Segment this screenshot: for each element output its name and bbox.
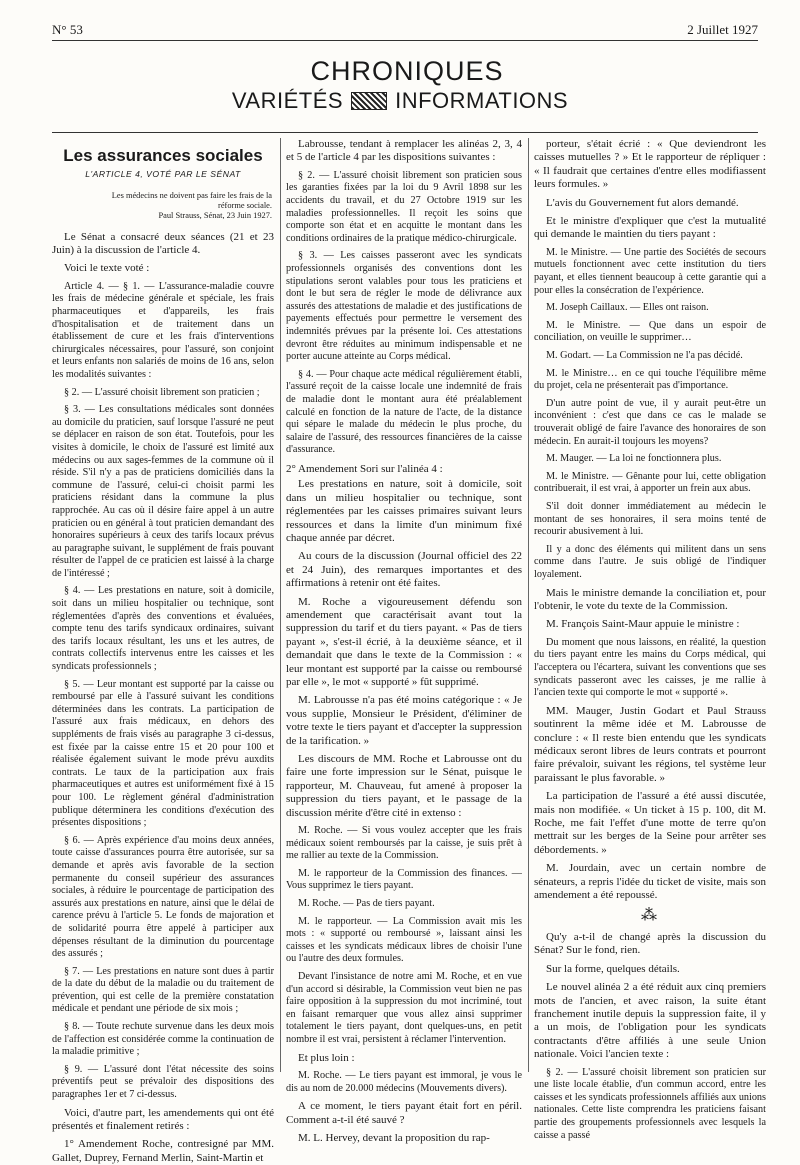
paragraph: Le nouvel alinéa 2 a été réduit aux cinq premiers mots de l'ancien, et avec raison, la suite étant franchement inutile depuis la suppression faite, il y a un mois, de l'obligation pour les syndicats contractants d'être affiliés à une seule Union nationale. Voici l'ancien texte : — [534, 981, 766, 1061]
paragraph: § 7. — Les prestations en nature sont dues à partir de la date du début de la maladie ou du traitement de prévention, qui est celle de la première constatation médicale et pendant une période de six mois ; — [52, 965, 274, 1015]
paragraph: L'avis du Gouvernement fut alors demandé. — [546, 196, 739, 209]
paragraph: § 6. — Après expérience d'au moins deux années, toute caisse d'assurances pourra être autorisée, sur sa demande et après avis favorable de la section permanente du conseil supérieur des assurances sociales, à réduire le pourcentage de participation des assurés aux prestations en nature, ainsi que le délai de carence prévu à l'article 5. Le fonds de majoration et de solidarité pourra être appelé à participer aux dépenses résultant de la diminution du pourcentage des assurés ; — [52, 834, 274, 960]
paragraph: M. le Ministre. — Gênante pour lui, cette obligation contribuerait, il est vrai, à apporter un frein aux abus. — [534, 470, 766, 495]
column-divider — [528, 138, 529, 1072]
paragraph: M. le rapporteur. — La Commission avait mis les mots : « supporté ou remboursé », laissant ainsi les caisses et les syndicats médicaux libres de choisir l'une ou l'autre des deux formules. — [286, 915, 522, 965]
masthead-left-word: VARIÉTÉS — [231, 88, 344, 113]
masthead — [0, 56, 800, 114]
paragraph: § 3. — Les caisses passeront avec les syndicats professionnels organisés des conventions dont les stipulations seront valables pour tous les praticiens et dont le but sera de régler le mode de délivrance aux assurés des attestations de maladie et des justifications de payements effectués pour permettre le versement des indemnités prévues par la présente loi. Ces attestations devront être réduites au minimum indispensable et ne porter aucune atteinte au Corps médical. — [286, 250, 522, 363]
paragraph: Mais le ministre demande la conciliation et, pour l'obtenir, le vote du texte de la Commission. — [534, 586, 766, 612]
paragraph: Sur la forme, quelques détails. — [546, 962, 680, 975]
paragraph: M. Jourdain, avec un certain nombre de sénateurs, a repris l'idée du ticket de visite, mais son amendement a été repoussé. — [534, 862, 766, 901]
paragraph: Et plus loin : — [298, 1051, 355, 1064]
paragraph: M. le Ministre… en ce qui touche l'équilibre même du projet, cela ne présenterait pas d'importance. — [534, 367, 766, 392]
epigraph-source: Paul Strauss, Sénat, 23 Juin 1927. — [158, 210, 272, 220]
paragraph: § 2. — L'assuré choisit librement son praticien ; — [64, 386, 260, 398]
issue-number: N° 53 — [52, 22, 83, 37]
column-1-body — [52, 231, 274, 1165]
paragraph: M. Roche. — Pas de tiers payant. — [298, 898, 435, 909]
paragraph: M. Godart. — La Commission ne l'a pas décidé. — [546, 350, 743, 361]
masthead-right-word: INFORMATIONS — [395, 88, 569, 113]
paragraph: M. Labrousse n'a pas été moins catégorique : « Je vous supplie, Monsieur le Président, d'éliminer de votre texte le tiers payant et d'accepter la suppression de la tarification. » — [286, 694, 522, 747]
issue-date: 2 Juillet 1927 — [687, 22, 758, 37]
epigraph-quote: Les médecins ne doivent pas faire les frais de la réforme sociale. — [111, 190, 272, 210]
paragraph: D'un autre point de vue, il y aurait peut-être un inconvénient : c'est que dans ce cas le malade se trouverait obligé de faire l'avance des honoraires de son médecin. En aurait-il toujours les moyens? — [534, 397, 766, 447]
masthead-title: CHRONIQUES — [310, 56, 504, 86]
paragraph: M. Roche a vigoureusement défendu son amendement que caractérisait avant tout la suppression du tarif et du tiers payant. « Pas de tiers payant », s'est-il écrié, à la deuxième séance, et il demandait que dans le texte de la Commission : « leur montant est supporté par la caisse ou remboursé par elle », le mot « supporté » fût supprimé. — [286, 595, 522, 688]
paragraph: § 5. — Leur montant est supporté par la caisse ou remboursé par elle à l'assuré suivant les conditions déterminées dans les contrats. La participation de l'assuré aux frais médicaux, en dehors des suppléments de frais visés au paragraphe 3 ci-dessus, est fixée par la caisse entre 15 et 20 pour 100 et réalisée également suivant le mode prévu auxdits contrats. Le taux de la participation aux frais pharmaceutiques et autres est uniformément fixé à 15 pour 100. Le règlement général d'administration publique déterminera les conditions d'exécution des présentes dispositions ; — [52, 678, 274, 829]
paragraph: Du moment que nous laissons, en réalité, la question du tiers payant entre les mains du Corps médical, qui l'acceptera ou l'écartera, suivant les conventions que ses syndicats passeront avec les caisses, je me rallie à l'ancien texte qui comporte le mot « supporté ». — [534, 636, 766, 699]
paragraph: S'il doit donner immédiatement au médecin le montant de ses honoraires, il sera moins tenté de recourir abusivement à lui. — [534, 500, 766, 538]
paragraph: § 2. — L'assuré choisit librement son praticien sur une liste locale établie, d'un commun accord, entre les caisses et les syndicats professionnels affiliés aux unions nationales. Cette liste comprendra les praticiens faisant partie des groupements professionnels avec lesquels la caisse a passé — [534, 1066, 766, 1141]
column-3 — [534, 138, 766, 1141]
paragraph: M. L. Hervey, devant la proposition du rap- — [298, 1131, 490, 1144]
paragraph: § 4. — Les prestations en nature, soit à domicile, soit dans un milieu hospitalier ou technique, sont réglementées d'après des conventions et évaluées, compte tenu des tarifs syndicaux ordinaires, suivant des tarifs locaux résultant, les uns et les autres, de contrats collectifs intervenus entre les caisses et les syndicats professionnels ; — [52, 585, 274, 673]
paragraph: M. Joseph Caillaux. — Elles ont raison. — [546, 302, 709, 314]
paragraph: Qu'y a-t-il de changé après la discussion du Sénat? Sur le fond, rien. — [534, 930, 766, 957]
paragraph: Voici le texte voté : — [64, 262, 150, 275]
column-2-body — [286, 138, 522, 1145]
page-header — [52, 22, 758, 42]
paragraph: M. Mauger. — La loi ne fonctionnera plus. — [546, 453, 722, 465]
paragraph: § 8. — Toute rechute survenue dans les deux mois de l'affection est considérée comme la continuation de la maladie primitive ; — [52, 1021, 274, 1058]
paragraph: MM. Mauger, Justin Godart et Paul Strauss soutinrent la même idée et M. Labrousse de conclure : « Il reste bien entendu que les syndicats médicaux seront libres de leurs contrats et pourront faire prévaloir, suivant les régions, tel système leur paraissant le plus favorable. » — [534, 704, 766, 784]
masthead-rule — [52, 132, 758, 133]
paragraph: Article 4. — § 1. — L'assurance-maladie couvre les frais de médecine générale et spéciale, les frais pharmaceutiques et d'appareils, les frais d'hospitalisation et de traitement dans un établissement de cure et les frais d'interventions chirurgicales nécessaires, pour l'assuré, son conjoint et leurs enfants non salariés de moins de 16 ans, selon les modalités suivantes : — [52, 280, 274, 380]
paragraph: Il y a donc des éléments qui militent dans un sens comme dans l'autre. Je suis obligé de l'indiquer loyalement. — [534, 543, 766, 580]
paragraph: Les discours de MM. Roche et Labrousse ont du faire une forte impression sur le Sénat, puisque le rapporteur, M. Chauveau, fut amené à proposer la suppression du tiers payant, et le passage de la discussion mérite d'être cité in extenso : — [286, 753, 522, 819]
paragraph: Voici, d'autre part, les amendements qui ont été présentés et finalement retirés : — [52, 1106, 274, 1133]
paragraph: M. Roche. — Le tiers payant est immoral, je vous le dis au nom de 20.000 médecins (Mouvements divers). — [286, 1069, 522, 1094]
paragraph: Labrousse, tendant à remplacer les alinéas 2, 3, 4 et 5 de l'article 4 par les dispositions suivantes : — [286, 138, 522, 164]
column-3-body — [534, 138, 766, 1142]
article-title: Les assurances sociales — [63, 146, 263, 165]
column-1 — [52, 138, 274, 1164]
paragraph: M. Roche. — Si vous voulez accepter que les frais médicaux soient remboursés par la caisse, je suis prêt à me rallier au texte de la Commission. — [286, 825, 522, 862]
paragraph: § 4. — Pour chaque acte médical régulièrement établi, l'assuré reçoit de la caisse locale une indemnité de frais de maladie dont le montant aura été préalablement calculé en fonction de la nature de l'acte, de la distance qui sépare le malade du médecin le plus proche, du salaire de l'assuré, des ressources financières de la caisse d'assurance. — [286, 368, 522, 456]
section-break: ⁂ — [641, 907, 659, 925]
paragraph: M. le Ministre. — Que dans un espoir de conciliation, on veuille le supprimer… — [534, 319, 766, 344]
paragraph: § 9. — L'assuré dont l'état nécessite des soins préventifs peut se prévaloir des dispositions des paragraphes 1er et 7 ci-dessus. — [52, 1063, 274, 1101]
masthead-subtitle — [0, 88, 800, 114]
paragraph: Le Sénat a consacré deux séances (21 et 23 Juin) à la discussion de l'article 4. — [52, 230, 274, 256]
paragraph: A ce moment, le tiers payant était fort en péril. Comment a-t-il été sauvé ? — [286, 1100, 522, 1126]
amendment-heading: 2° Amendement Sori sur l'alinéa 4 : — [286, 462, 443, 475]
article-subtitle: L'ARTICLE 4, VOTÉ PAR LE SÉNAT — [85, 169, 241, 179]
paragraph: M. le Ministre. — Une partie des Sociétés de secours mutuels fonctionnent avec cette institution du tiers payant, et elles tiennent beaucoup à cette garantie qui a pour elles la consécration de l'expérience. — [534, 246, 766, 296]
paragraph: Les prestations en nature, soit à domicile, soit dans un milieu hospitalier ou technique, sont réglementées par les caisses primaires suivant leurs ressources et dans la limite d'un minimum fixé chaque année par décret. — [286, 478, 522, 544]
paragraph: La participation de l'assuré a été aussi discutée, mais non modifiée. « Un ticket à 15 p. 100, dit M. Roche, me fait l'effet d'une motte de terre qu'on mettrait sur les berges de la Seine pour arrêter ses débordements. » — [534, 790, 766, 856]
ornament-icon — [351, 92, 387, 110]
column-2 — [286, 138, 522, 1144]
paragraph: § 3. — Les consultations médicales sont données au domicile du praticien, sauf lorsque l'assuré ne peut se déplacer en raison de son état. Toutefois, pour les visites à domicile, le choix de l'assuré est limité aux médecins ou aux sages-femmes de la commune où il réside. S'il n'y a pas de praticiens domiciliés dans la commune de l'assuré, celui-ci choisit parmi les praticiens résidant dans la commune la plus rapprochée. Au cas où il désire faire appel à un autre praticien ou en général à tout praticien demandant des honoraires supérieurs à ceux des tarifs locaux prévus au paragraphe suivant, le supplément de frais pouvant résulter de l'appel de ce praticien est laissé à la charge de l'intéressé ; — [52, 404, 274, 579]
paragraph: Au cours de la discussion (Journal officiel des 22 et 24 Juin), des remarques importantes et des affirmations à retenir ont été faites. — [286, 550, 522, 590]
paragraph: 1° Amendement Roche, contresigné par MM. Gallet, Duprey, Fernand Merlin, Saint-Martin et — [52, 1138, 274, 1164]
paragraph: M. François Saint-Maur appuie le ministre : — [546, 618, 740, 631]
paragraph: Et le ministre d'expliquer que c'est la mutualité qui demande le maintien du tiers payant : — [534, 215, 766, 241]
column-divider — [280, 138, 281, 1072]
paragraph: M. le rapporteur de la Commission des finances. — Vous supprimez le tiers payant. — [286, 867, 522, 892]
epigraph — [92, 191, 272, 221]
paragraph: § 2. — L'assuré choisit librement son praticien sous les garanties fixées par la loi du 9 Avril 1898 sur les accidents du travail, et du 27 Octobre 1919 sur les maladies professionnelles. Il reçoit les soins que comporte son état et en acquitte le montant dans les conditions ordinaires de la pratique médico-chirurgicale. — [286, 169, 522, 244]
header-rule — [52, 40, 758, 41]
paragraph: porteur, s'était écrié : « Que deviendront les caisses mutuelles ? » Et le rapporteur de répliquer : « Il faudrait que certaines d'entre elles modifiassent leurs formules. » — [534, 138, 766, 191]
paragraph: Devant l'insistance de notre ami M. Roche, et en vue d'un accord si désirable, la Commission veut bien ne pas faire opposition à la suppression du mot incriminé, tout en faisant remarquer que vous allez ainsi supprimer totalement le tiers payant, dont quelques-uns, en petit nombre il est vrai, persistent à réclamer l'intervention. — [286, 970, 522, 1045]
